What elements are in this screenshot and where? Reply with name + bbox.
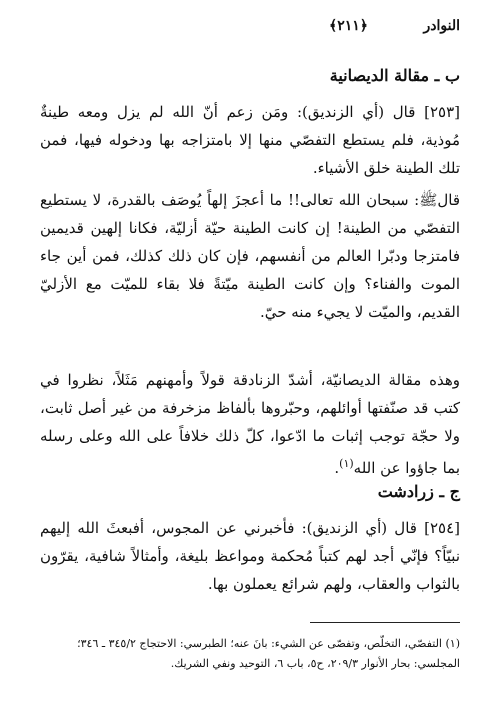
running-title: النوادر (423, 18, 460, 34)
paragraph-reply: قالﷺ: سبحان الله تعالى!! ما أعجزَ إلهاً يُوصَف بالقدرة، لا يستطيع التفصّي من الطينة! إن كانت الطينة حيّة أزليّة، فكانا إلهين قديمين فامتزجا ودبّرا العالم من أنفسهم، فإن كان ذلك كذلك، فمن أين جاء الموت والفناء؟ وإن كانت الطينة ميّتةً فلا بقاء للميّت مع الأزليّ القديم، والميّت لا يجيء منه حيّ. (40, 191, 460, 321)
running-header (36, 14, 460, 40)
paragraph-254: [٢٥٤] قال (أي الزنديق): فأخبرني عن المجوس، أفبعثَ الله إليهم نبيّاً؟ فإنّي أجد لهم كتباً مُحكمة ومواعظ بليغة، وأمثالاً شافية، يقرّون بالثواب والعقاب، ولهم شرائع يعملون بها. (40, 519, 460, 593)
footnote-divider (310, 622, 460, 623)
paragraph-end-mark: . (334, 459, 340, 477)
section-heading-daysaniyya: ب ـ مقالة الديصانية (329, 66, 460, 85)
footnote-reference: (١) (339, 457, 354, 470)
paragraph-daysaniyya-text: وهذه مقالة الديصانيّة، أشدّ الزنادقة قولاً وأمهنهم مَثَلاً، نظروا في كتب قد صنّفتها أوائلهم، وحبّروها بألفاظ مزخرفة من غير أصل ثابت، ولا حجّة توجب إثبات ما ادّعوا، كلّ ذلك خلافاً على الله وعلى رسله بما جاؤوا عن الله (40, 371, 460, 477)
page-number: ﴿٢١١﴾ (329, 18, 368, 34)
footnote: (١) التفصّي، التخلّص، وتفصّى عن الشيء: بانَ عنه؛ الطبرسي: الاحتجاج ٣٤٥/٢ ـ ٣٤٦؛ المجلسي: بحار الأنوار ٢٠٩/٣، ح٥، باب ٦، التوحيد ونفي الشريك. (77, 637, 460, 670)
paragraph-daysaniyya-note (40, 366, 460, 482)
section-heading-zoroaster: ج ـ زرادشت (377, 482, 460, 501)
paragraph-253: [٢٥٣] قال (أي الزنديق): ومَن زعم أنّ الله لم يزل ومعه طينةٌ مُوذية، فلم يستطع التفصّي منها إلا بامتزاجه بها ودخوله فيها، فمن تلك الطينة خلق الأشياء. (40, 103, 460, 177)
